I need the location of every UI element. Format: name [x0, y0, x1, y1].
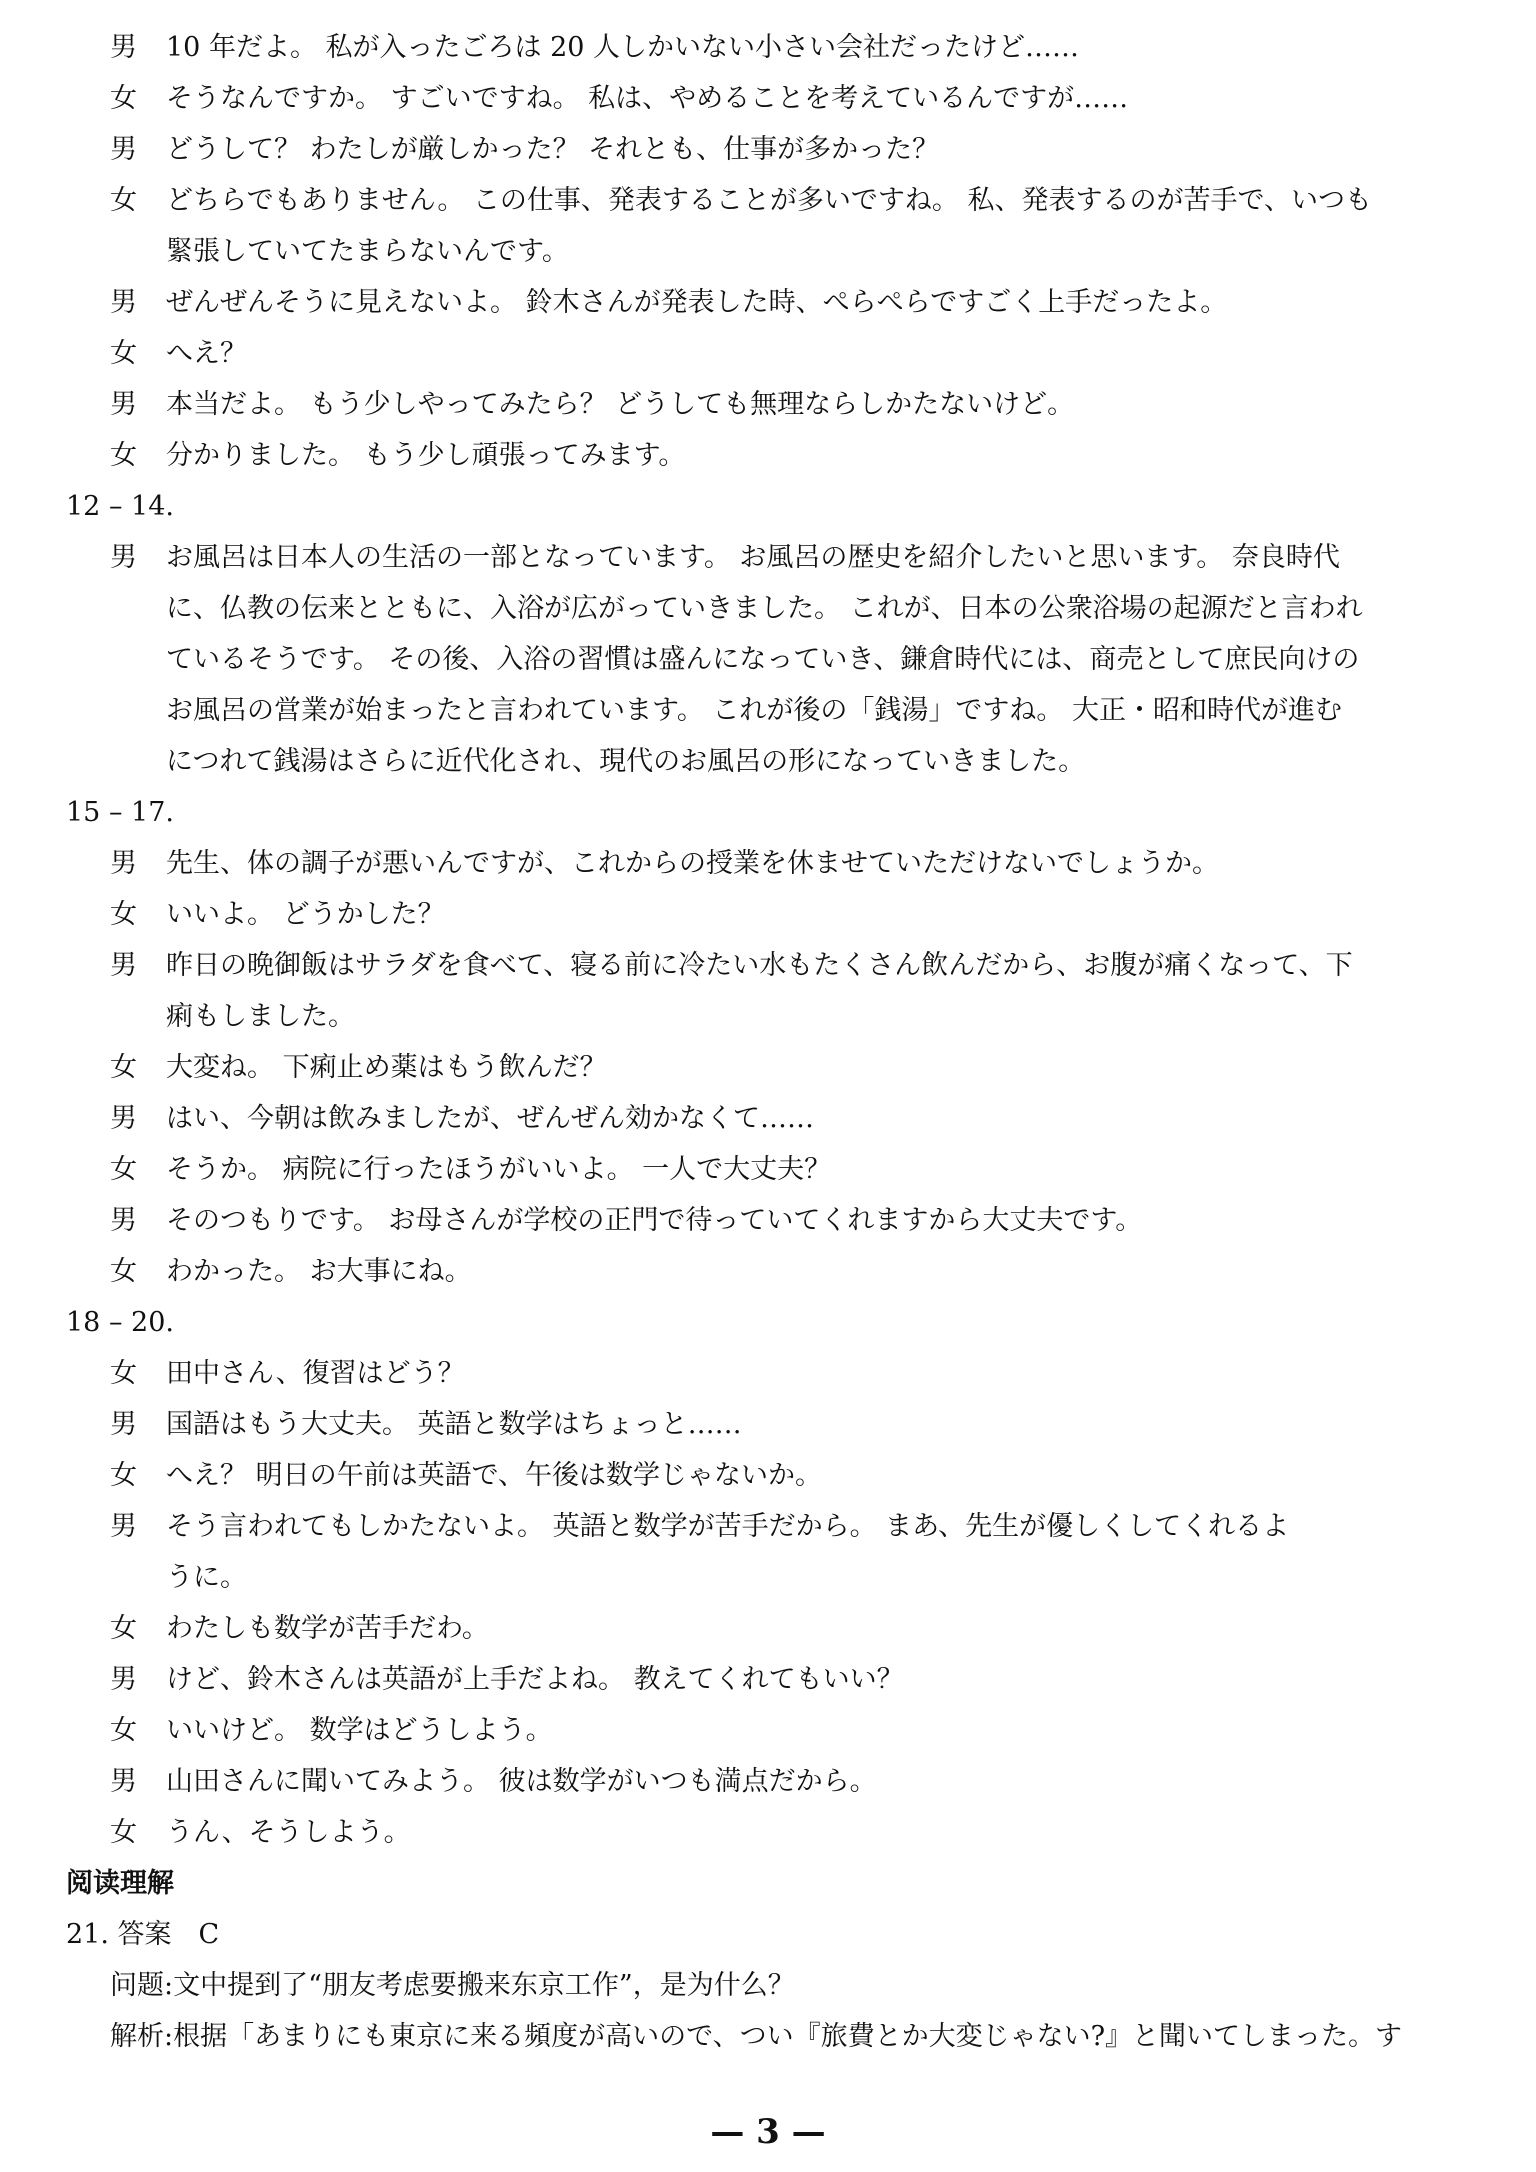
monologue-line	[0, 634, 1536, 685]
dialogue-text: 山田さんに聞いてみよう。 彼は数学がいつも満点だから。	[166, 1766, 877, 1797]
dialogue-line-continued	[0, 991, 1536, 1042]
dialogue-line	[0, 1603, 1536, 1654]
dialogue-text: 国語はもう大丈夫。 英語と数学はちょっと……	[166, 1409, 742, 1440]
speaker-label: 女	[110, 440, 137, 471]
dialogue-text: はい、今朝は飲みましたが、ぜんぜん効かなくて……	[166, 1103, 814, 1134]
speaker-label: 女	[110, 1460, 137, 1491]
speaker-label: 男	[110, 542, 137, 573]
dialogue-line	[0, 124, 1536, 175]
analysis-row	[0, 2011, 1536, 2062]
speaker-label: 男	[110, 1205, 137, 1236]
section-title-row	[0, 1858, 1536, 1909]
dialogue-line	[0, 328, 1536, 379]
dialogue-line	[0, 1705, 1536, 1756]
dialogue-line	[0, 1348, 1536, 1399]
monologue-text: ているそうです。 その後、入浴の習慣は盛んになっていき、鎌倉時代には、商売として庶民向けの	[166, 644, 1360, 675]
speaker-label: 女	[110, 83, 137, 114]
dialogue-text: 先生、体の調子が悪いんですが、これからの授業を休ませていただけないでしょうか。	[166, 848, 1219, 879]
dialogue-line	[0, 22, 1536, 73]
monologue-text: お風呂は日本人の生活の一部となっています。 お風呂の歴史を紹介したいと思います。 奈良時代	[166, 542, 1340, 573]
dialogue-line	[0, 277, 1536, 328]
dialogue-line	[0, 838, 1536, 889]
dialogue-line	[0, 1144, 1536, 1195]
speaker-label: 男	[110, 287, 137, 318]
speaker-label: 女	[110, 1154, 137, 1185]
page-number: — 3 —	[710, 2112, 826, 2152]
speaker-label: 女	[110, 1256, 137, 1287]
question-group-header	[0, 1297, 1536, 1348]
dialogue-text: へえ？ 明日の午前は英語で、午後は数学じゃないか。	[166, 1460, 823, 1491]
speaker-label: 女	[110, 1358, 137, 1389]
dialogue-text-continued: 緊張していてたまらないんです。	[166, 236, 569, 267]
dialogue-line	[0, 1093, 1536, 1144]
speaker-label: 女	[110, 1613, 137, 1644]
analysis-text: 解析:根据「あまりにも東京に来る頻度が高いので、つい『旅費とか大変じゃない?』と聞いてしまった。す	[110, 2021, 1403, 2052]
dialogue-text-continued: うに。	[166, 1562, 247, 1593]
dialogue-line	[0, 1450, 1536, 1501]
monologue-line	[0, 736, 1536, 787]
dialogue-text-continued: 痢もしました。	[166, 1001, 355, 1032]
dialogue-text: どうして？ わたしが厳しかった？ それとも、仕事が多かった？	[166, 134, 940, 165]
dialogue-text: 本当だよ。 もう少しやってみたら？ どうしても無理ならしかたないけど。	[166, 389, 1075, 420]
analysis-body: 根据「あまりにも東京に来る頻度が高いので、つい『旅費とか大変じゃない?』と聞いてしまった。す	[173, 2021, 1403, 2052]
dialogue-line-continued	[0, 226, 1536, 277]
question-text: 问题:文中提到了“朋友考虑要搬来东京工作”，是为什么？	[110, 1970, 795, 2001]
dialogue-text: そう言われてもしかたないよ。 英語と数学が苦手だから。 まあ、先生が優しくしてくれるよ	[166, 1511, 1290, 1542]
speaker-label: 女	[110, 1052, 137, 1083]
question-row	[0, 1960, 1536, 2011]
dialogue-line	[0, 889, 1536, 940]
dialogue-line	[0, 430, 1536, 481]
monologue-text: に、仏教の伝来とともに、入浴が広がっていきました。 これが、日本の公衆浴場の起源だと言われ	[166, 593, 1363, 624]
dialogue-text: 田中さん、復習はどう？	[166, 1358, 465, 1389]
page-content	[0, 22, 1536, 2062]
dialogue-line	[0, 379, 1536, 430]
dialogue-text: そうか。 病院に行ったほうがいいよ。 一人で大丈夫？	[166, 1154, 832, 1185]
dialogue-line	[0, 1195, 1536, 1246]
dialogue-text: 分かりました。 もう少し頑張ってみます。	[166, 440, 686, 471]
dialogue-text: そうなんですか。 すごいですね。 私は、やめることを考えているんですが……	[166, 83, 1129, 114]
speaker-label: 男	[110, 1103, 137, 1134]
dialogue-line	[0, 1807, 1536, 1858]
dialogue-line	[0, 1501, 1536, 1552]
speaker-label: 男	[110, 950, 137, 981]
speaker-label: 男	[110, 1511, 137, 1542]
dialogue-line	[0, 1246, 1536, 1297]
speaker-label: 女	[110, 899, 137, 930]
dialogue-text: うん、そうしよう。	[166, 1817, 411, 1848]
question-range: 12 – 14.	[66, 491, 174, 522]
dialogue-text: 昨日の晩御飯はサラダを食べて、寝る前に冷たい水もたくさん飲んだから、お腹が痛くなって、下	[166, 950, 1353, 981]
question-range: 18 – 20.	[66, 1307, 174, 1338]
dialogue-text: けど、鈴木さんは英語が上手だよね。 教えてくれてもいい？	[166, 1664, 904, 1695]
question-range: 15 – 17.	[66, 797, 174, 828]
answer-label: 21. 答案 C	[66, 1919, 220, 1950]
answer-row	[0, 1909, 1536, 1960]
monologue-line	[0, 685, 1536, 736]
question-body: 文中提到了“朋友考虑要搬来东京工作”，是为什么？	[173, 1970, 795, 2001]
speaker-label: 女	[110, 1715, 137, 1746]
analysis-label: 解析	[110, 2021, 164, 2052]
dialogue-line	[0, 175, 1536, 226]
speaker-label: 女	[110, 1817, 137, 1848]
dialogue-text: いいけど。 数学はどうしよう。	[166, 1715, 553, 1746]
dialogue-line-continued	[0, 1552, 1536, 1603]
question-label: 问题	[110, 1970, 164, 2001]
dialogue-text: わかった。 お大事にね。	[166, 1256, 472, 1287]
speaker-label: 男	[110, 1664, 137, 1695]
dialogue-line	[0, 1399, 1536, 1450]
dialogue-text: どちらでもありません。 この仕事、発表することが多いですね。 私、発表するのが苦手で、いつも	[166, 185, 1372, 216]
dialogue-text: ぜんぜんそうに見えないよ。 鈴木さんが発表した時、ぺらぺらですごく上手だったよ。	[166, 287, 1228, 318]
dialogue-text: へえ？	[166, 338, 247, 369]
speaker-label: 女	[110, 338, 137, 369]
monologue-text: お風呂の営業が始まったと言われています。 これが後の「銭湯」ですね。 大正・昭和時代が進む	[166, 695, 1343, 726]
dialogue-text: 大変ね。 下痢止め薬はもう飲んだ？	[166, 1052, 607, 1083]
dialogue-line	[0, 1756, 1536, 1807]
monologue-line	[0, 532, 1536, 583]
speaker-label: 男	[110, 389, 137, 420]
monologue-line	[0, 583, 1536, 634]
dialogue-text: そのつもりです。 お母さんが学校の正門で待っていてくれますから大丈夫です。	[166, 1205, 1143, 1236]
speaker-label: 男	[110, 134, 137, 165]
dialogue-line	[0, 1654, 1536, 1705]
speaker-label: 女	[110, 185, 137, 216]
dialogue-text: わたしも数学が苦手だわ。	[166, 1613, 489, 1644]
dialogue-text: 10 年だよ。 私が入ったごろは 20 人しかいない小さい会社だったけど……	[166, 32, 1080, 63]
dialogue-line	[0, 73, 1536, 124]
speaker-label: 男	[110, 848, 137, 879]
monologue-text: につれて銭湯はさらに近代化され、現代のお風呂の形になっていきました。	[166, 746, 1086, 777]
speaker-label: 男	[110, 32, 137, 63]
dialogue-line	[0, 1042, 1536, 1093]
dialogue-line	[0, 940, 1536, 991]
section-title: 阅读理解	[66, 1868, 174, 1899]
question-group-header	[0, 481, 1536, 532]
speaker-label: 男	[110, 1766, 137, 1797]
dialogue-text: いいよ。 どうかした？	[166, 899, 445, 930]
question-group-header	[0, 787, 1536, 838]
speaker-label: 男	[110, 1409, 137, 1440]
